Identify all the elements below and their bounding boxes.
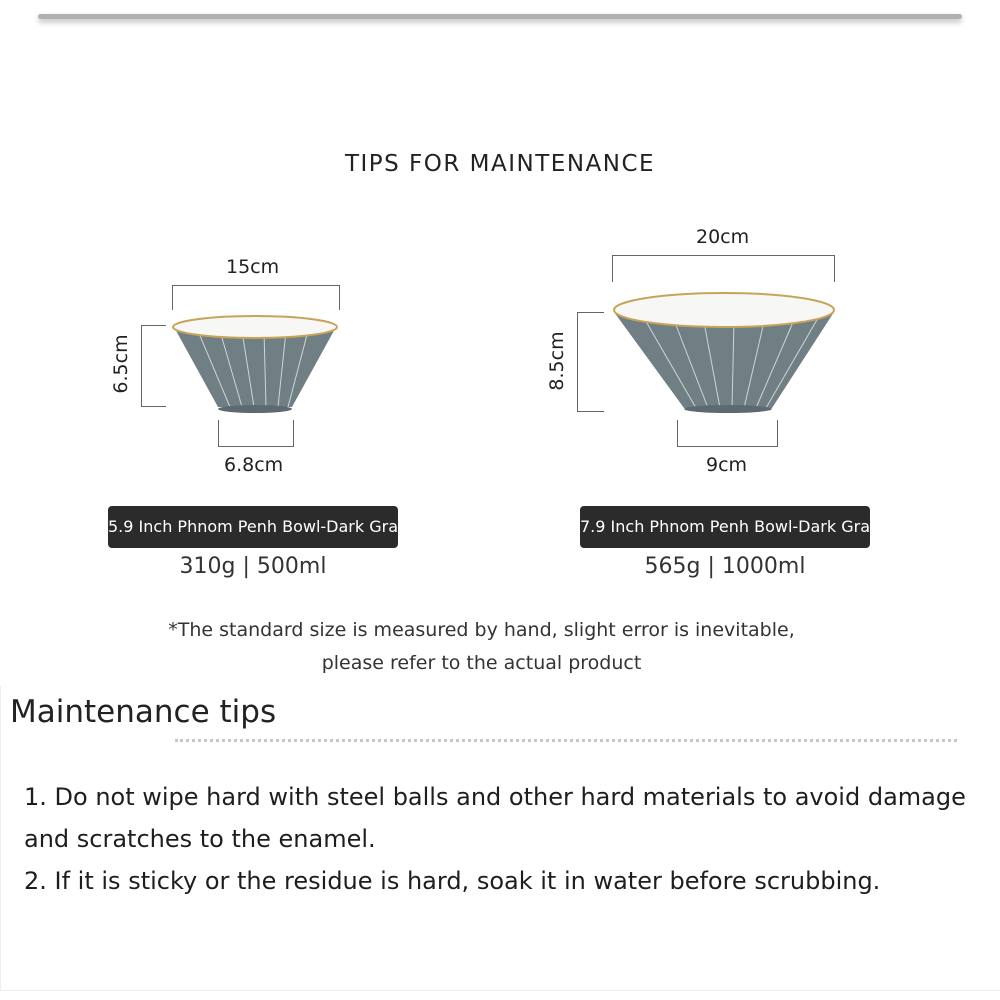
bowl-large-image — [608, 282, 840, 414]
product-spec: 565g | 1000ml — [644, 554, 806, 579]
height-label: 8.5cm — [546, 331, 568, 391]
top-divider — [38, 14, 962, 19]
top-width-label: 15cm — [226, 256, 280, 278]
base-width-bracket — [218, 420, 294, 447]
section-title: TIPS FOR MAINTENANCE — [344, 151, 656, 177]
top-width-label: 20cm — [696, 226, 750, 248]
height-bracket — [577, 312, 604, 412]
bowl-small-image — [168, 305, 344, 413]
height-bracket — [141, 325, 166, 407]
tip-item: 2. If it is sticky or the residue is hard, soak it in water before scrubbing. — [24, 867, 881, 895]
base-width-bracket — [677, 420, 778, 447]
product-name-badge: 5.9 Inch Phnom Penh Bowl-Dark Gray — [108, 506, 398, 548]
base-width-label: 6.8cm — [224, 454, 284, 476]
height-label: 6.5cm — [110, 334, 132, 394]
maintenance-heading: Maintenance tips — [10, 694, 277, 730]
measurement-note-line1: *The standard size is measured by hand, slight error is inevitable, — [168, 619, 795, 641]
top-width-bracket — [612, 255, 835, 282]
tip-item: 1. Do not wipe hard with steel balls and other hard materials to avoid damage and scratches to the enamel. — [24, 783, 966, 853]
base-width-label: 9cm — [706, 454, 748, 476]
product-spec: 310g | 500ml — [179, 554, 327, 579]
product-name-badge: 7.9 Inch Phnom Penh Bowl-Dark Gray — [580, 506, 870, 548]
dotted-divider — [175, 739, 957, 742]
measurement-note-line2: please refer to the actual product — [321, 652, 642, 674]
